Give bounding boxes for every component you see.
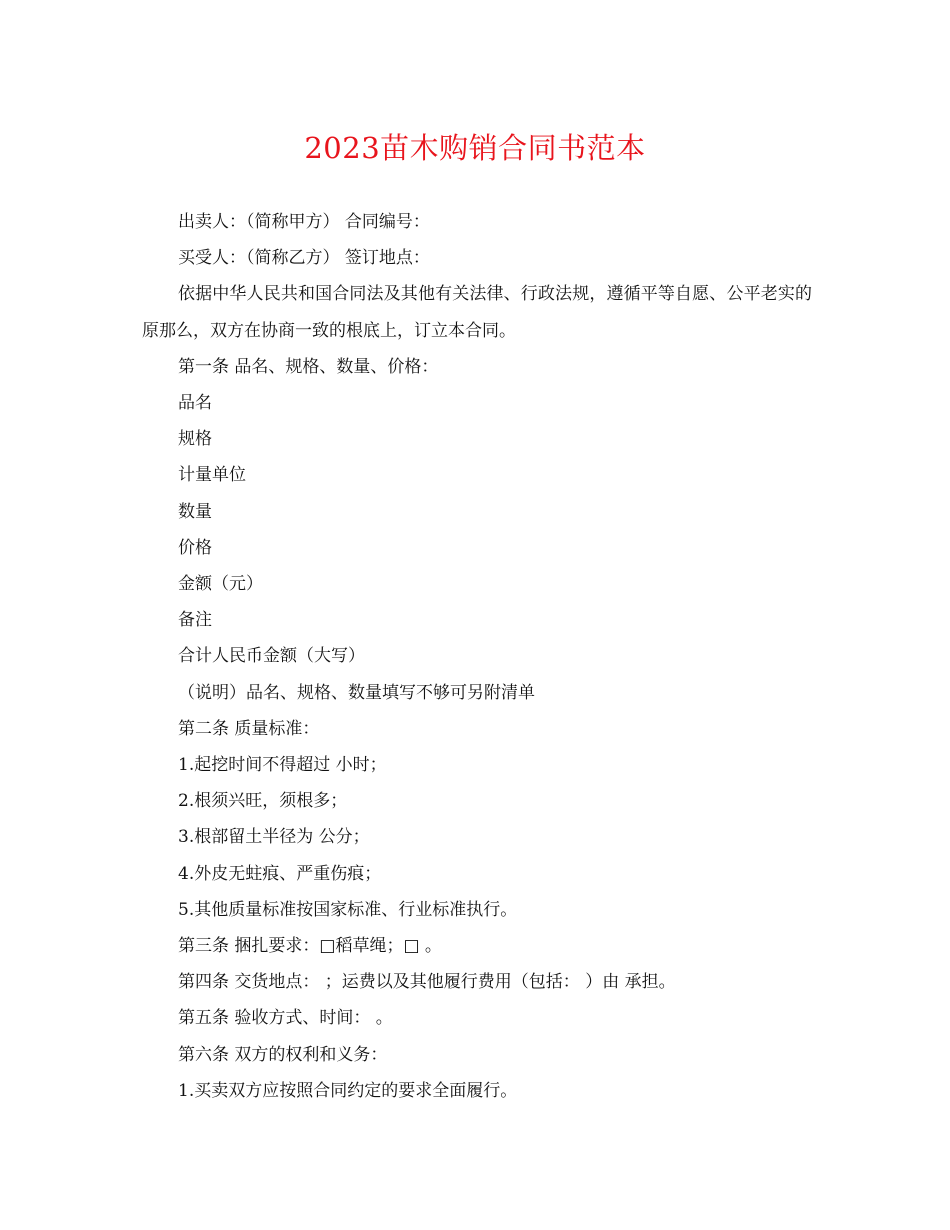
article-2-heading: 第二条 质量标准： <box>178 718 320 739</box>
article-3-line: 第三条 捆扎要求：□稻草绳；□ 。 <box>178 936 442 957</box>
quality-item-3: 3.根部留土半径为 公分； <box>178 827 370 848</box>
obligation-item-1: 1.买卖双方应按照合同约定的要求全面履行。 <box>178 1080 518 1101</box>
article-1-heading: 第一条 品名、规格、数量、价格： <box>178 356 439 377</box>
article-4-line: 第四条 交货地点： ；运费以及其他履行费用（包括： ）由 承担。 <box>178 972 676 993</box>
preamble-paragraph: 依据中华人民共和国合同法及其他有关法律、行政法规，遵循平等自愿、公平老实的原那么，双方在协商一致的根底上，订立本合同。 <box>142 284 812 341</box>
note-line: （说明）品名、规格、数量填写不够可另附清单 <box>178 682 535 703</box>
field-quantity: 数量 <box>178 501 212 522</box>
field-remarks: 备注 <box>178 610 212 631</box>
buyer-line: 买受人：（简称乙方） 签订地点： <box>178 248 430 269</box>
field-product-name: 品名 <box>178 393 212 414</box>
quality-item-4: 4.外皮无蛀痕、严重伤痕； <box>178 863 382 884</box>
document-body <box>142 204 812 1109</box>
field-specification: 规格 <box>178 429 212 450</box>
seller-line: 出卖人：（简称甲方） 合同编号： <box>178 212 430 232</box>
field-total-amount: 合计人民币金额（大写） <box>178 646 365 667</box>
article-6-heading: 第六条 双方的权利和义务： <box>178 1044 388 1065</box>
field-unit: 计量单位 <box>178 465 246 486</box>
quality-item-5: 5.其他质量标准按国家标准、行业标准执行。 <box>178 899 518 920</box>
quality-item-1: 1.起挖时间不得超过 小时； <box>178 755 387 776</box>
quality-item-2: 2.根须兴旺，须根多； <box>178 791 348 812</box>
article-5-line: 第五条 验收方式、时间： 。 <box>178 1008 393 1029</box>
document-title: 2023苗木购销合同书范本 <box>304 131 646 165</box>
field-amount: 金额（元） <box>178 574 263 595</box>
field-price: 价格 <box>178 537 212 558</box>
